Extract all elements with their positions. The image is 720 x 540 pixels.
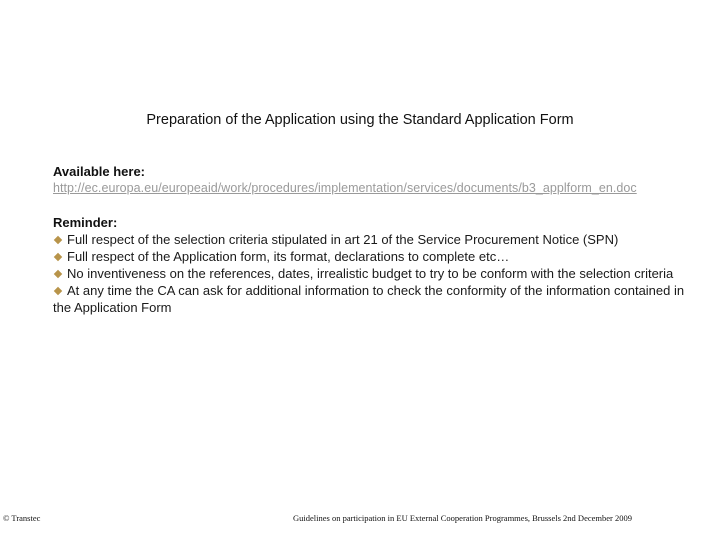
reminder-section [53, 214, 693, 316]
slide-content [53, 163, 693, 316]
available-label: Available here: [53, 164, 146, 179]
reminder-item-text: At any time the CA can ask for additional information to check the conformity of the information contained in the Application Form [53, 283, 685, 315]
reminder-item [53, 231, 693, 248]
diamond-bullet-icon [54, 253, 62, 261]
reminder-item-text: No inventiveness on the references, dates, irrealistic budget to try to be conform with the selection criteria [67, 266, 674, 281]
reminder-item [53, 265, 693, 282]
diamond-bullet-icon [54, 287, 62, 295]
reminder-item [53, 282, 693, 316]
diamond-bullet-icon [54, 270, 62, 278]
footer-copyright: © Transtec [3, 513, 41, 523]
diamond-bullet-icon [54, 236, 62, 244]
form-download-link[interactable]: http://ec.europa.eu/europeaid/work/procedures/implementation/services/documents/b3_applform_en.doc [53, 181, 637, 195]
reminder-item-text: Full respect of the Application form, its format, declarations to complete etc… [67, 249, 510, 264]
footer-caption: Guidelines on participation in EU External Cooperation Programmes, Brussels 2nd December 2009 [293, 513, 632, 523]
slide-title: Preparation of the Application using the Standard Application Form [146, 112, 574, 128]
reminder-list [53, 231, 693, 316]
reminder-label: Reminder: [53, 215, 118, 230]
reminder-item-text: Full respect of the selection criteria stipulated in art 21 of the Service Procurement Notice (SPN) [67, 232, 619, 247]
reminder-item [53, 248, 693, 265]
